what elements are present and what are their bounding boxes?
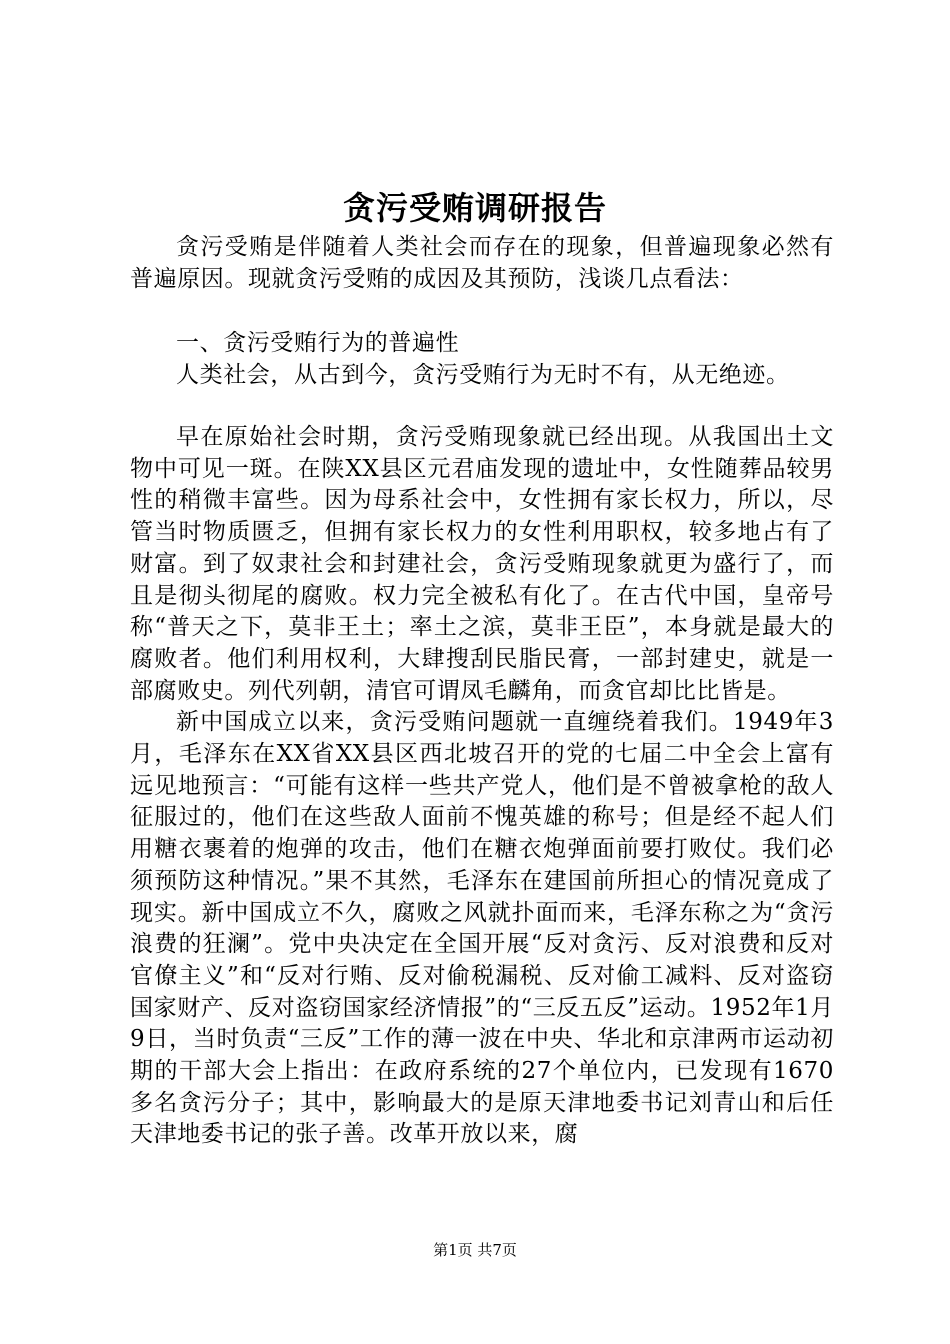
intro-paragraph: 贪污受贿是伴随着人类社会而存在的现象，但普遍现象必然有普遍原因。现就贪污受贿的成因及其预防，浅谈几点看法：: [130, 234, 834, 292]
section1-paragraph-2: 早在原始社会时期，贪污受贿现象就已经出现。从我国出土文物中可见一斑。在陕XX县区元君庙发现的遗址中，女性随葬品较男性的稍微丰富些。因为母系社会中，女性拥有家长权力，所以，尽管当时物质匮乏，但拥有家长权力的女性利用职权，较多地占有了财富。到了奴隶社会和封建社会，贪污受贿现象就更为盛行了，而且是彻头彻尾的腐败。权力完全被私有化了。在古代中国，皇帝号称“普天之下，莫非王土；率土之滨，莫非王臣”，本身就是最大的腐败者。他们利用权利，大肆搜刮民脂民膏，一部封建史，就是一部腐败史。列代列朝，清官可谓凤毛麟角，而贪官却比比皆是。: [130, 424, 834, 704]
intro-block: [130, 232, 834, 295]
section-heading: 一、贪污受贿行为的普遍性: [176, 330, 460, 356]
section1-block: [130, 328, 834, 391]
page-footer: 第1页 共7页: [433, 1241, 517, 1259]
section1-paragraph-3: 新中国成立以来，贪污受贿问题就一直缠绕着我们。1949年3月，毛泽东在XX省XX县区西北坡召开的党的七届二中全会上富有远见地预言：“可能有这样一些共产党人，他们是不曾被拿枪的敌人征服过的，他们在这些敌人面前不愧英雄的称号；但是经不起人们用糖衣裹着的炮弹的攻击，他们在糖衣炮弹面前要打败仗。我们必须预防这种情况。”果不其然，毛泽东在建国前所担心的情况竟成了现实。新中国成立不久，腐败之风就扑面而来，毛泽东称之为“贪污浪费的狂澜”。党中央决定在全国开展“反对贪污、反对浪费和反对官僚主义”和“反对行贿、反对偷税漏税、反对偷工减料、反对盗窃国家财产、反对盗窃国家经济情报”的“三反五反”运动。1952年1月9日，当时负责“三反”工作的薄一波在中央、华北和京津两市运动初期的干部大会上指出：在政府系统的27个单位内，已发现有1670多名贪污分子；其中，影响最大的是原天津地委书记刘青山和后任天津地委书记的张子善。改革开放以来，腐: [130, 709, 834, 1148]
section1-paragraph-1: 人类社会，从古到今，贪污受贿行为无时不有，从无绝迹。: [176, 361, 790, 388]
section1-body: [130, 422, 834, 1151]
document-title: 贪污受贿调研报告: [342, 189, 607, 227]
